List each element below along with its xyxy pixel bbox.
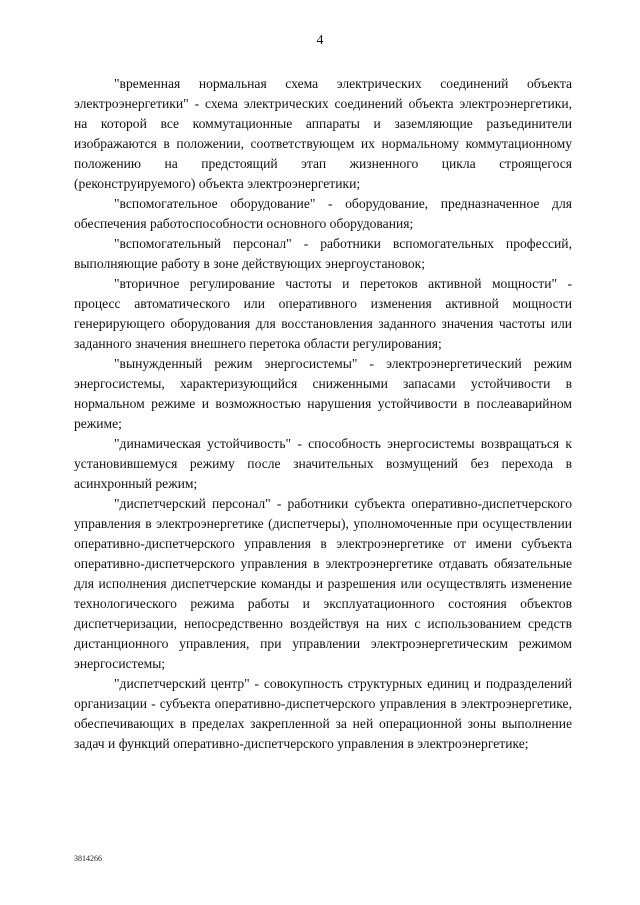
definition-paragraph: "временная нормальная схема электрических соединений объекта электроэнергетики" - схема электрических соединений объекта электроэнергетики, на которой все коммутационные аппараты и заземляющие разъединители изображаются в положении, соответствующем их нормальному коммутационному положению на предстоящий этап жизненного цикла строящегося (реконструируемого) объекта электроэнергетики; bbox=[74, 76, 572, 191]
definition-paragraph: "диспетчерский персонал" - работники субъекта оперативно-диспетчерского управления в электроэнергетике (диспетчеры), уполномоченные при осуществлении оперативно-диспетчерского управления в электроэнергетике от имени субъекта оперативно-диспетчерского управления в электроэнергетике отдавать обязательные для исполнения диспетчерские команды и разрешения или осуществлять изменение технологического режима работы и эксплуатационного состояния объектов диспетчеризации, непосредственно воздействуя на них с использованием средств дистанционного управления, при управлении электроэнергетическим режимом энергосистемы; bbox=[74, 496, 572, 671]
document-code: 3814266 bbox=[74, 854, 102, 863]
definition-paragraph: "вторичное регулирование частоты и перетоков активной мощности" - процесс автоматического или оперативного изменения активной мощности генерирующего оборудования для восстановления заданного значения частоты или заданного значения внешнего перетока области регулирования; bbox=[74, 276, 572, 351]
definition-paragraph: "диспетчерский центр" - совокупность структурных единиц и подразделений организации - субъекта оперативно-диспетчерского управления в электроэнергетике, обеспечивающих в пределах закрепленной за ней операционной зоны выполнение задач и функций оперативно-диспетчерского управления в электроэнергетике; bbox=[74, 676, 572, 751]
definition-paragraph: "вспомогательное оборудование" - оборудование, предназначенное для обеспечения работоспособности основного оборудования; bbox=[74, 196, 572, 231]
document-body bbox=[74, 74, 572, 754]
page-number: 4 bbox=[316, 33, 324, 48]
definition-paragraph: "вынужденный режим энергосистемы" - электроэнергетический режим энергосистемы, характеризующийся сниженными запасами устойчивости в нормальном режиме и возможностью нарушения устойчивости в послеаварийном режиме; bbox=[74, 356, 572, 431]
definition-paragraph: "динамическая устойчивость" - способность энергосистемы возвращаться к установившемуся режиму после значительных возмущений без перехода в асинхронный режим; bbox=[74, 436, 572, 491]
definition-paragraph: "вспомогательный персонал" - работники вспомогательных профессий, выполняющие работу в зоне действующих энергоустановок; bbox=[74, 236, 572, 271]
